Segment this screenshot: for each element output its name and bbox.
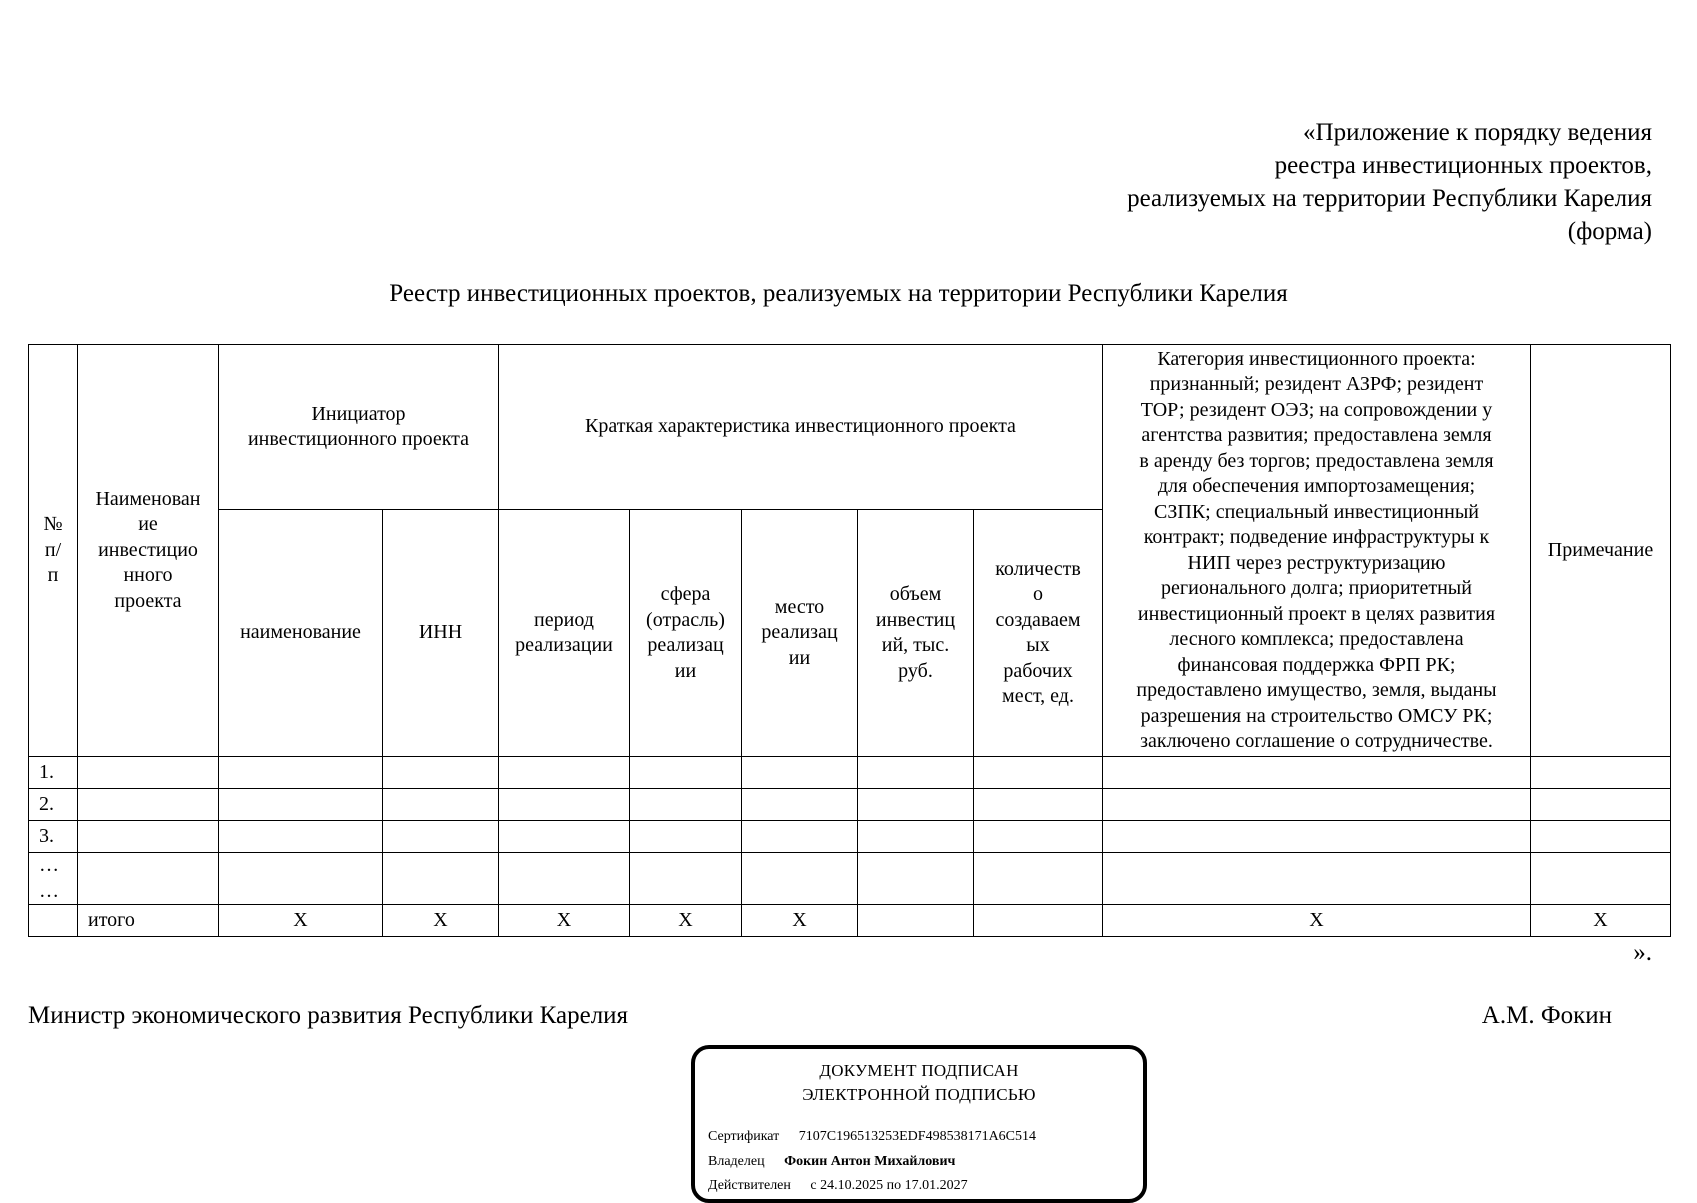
table-cell — [219, 853, 383, 905]
table-cell — [742, 789, 858, 821]
table-cell — [630, 757, 742, 789]
header-sphere — [630, 510, 742, 757]
header-period-line: период — [534, 608, 594, 631]
header-project-name-line: проекта — [114, 589, 182, 612]
header-period — [499, 510, 630, 757]
header-sphere-line: ии — [674, 659, 697, 682]
table-cell — [383, 821, 499, 853]
stamp-certificate-label: Сертификат — [708, 1129, 780, 1144]
stamp-owner-label: Владелец — [708, 1154, 765, 1169]
table-cell — [630, 853, 742, 905]
appendix-line: (форма) — [1567, 218, 1652, 245]
row-num: 2. — [29, 789, 78, 821]
table-cell — [858, 757, 974, 789]
header-category-line: Категория инвестиционного проекта: — [1157, 347, 1476, 370]
table-cell — [219, 789, 383, 821]
header-category-line: предоставлено имущество, земля, выданы — [1136, 679, 1497, 701]
header-sphere-line: реализац — [647, 634, 724, 656]
header-category-line: регионального долга; приоритетный — [1161, 577, 1472, 599]
table-cell — [383, 789, 499, 821]
table-row — [29, 757, 1671, 789]
row-num: 1. — [29, 757, 78, 789]
total-period: Х — [499, 905, 630, 937]
appendix-line: реестра инвестиционных проектов, — [1274, 152, 1652, 179]
total-label: итого — [78, 905, 219, 937]
header-num-line: п — [47, 564, 59, 587]
table-cell — [383, 853, 499, 905]
table-cell — [742, 821, 858, 853]
header-category-line: разрешения на строительство ОМСУ РК; — [1140, 704, 1493, 727]
table-cell — [1531, 853, 1671, 905]
header-category-line: агентства развития; предоставлена земля — [1141, 424, 1492, 446]
header-project-name-line: инвестицио — [98, 538, 198, 561]
header-category-line: признанный; резидент АЗРФ; резидент — [1149, 373, 1484, 395]
document-title: Реестр инвестиционных проектов, реализуемых на территории Республики Карелия — [389, 280, 1288, 307]
e-signature-stamp — [691, 1045, 1147, 1203]
header-project-name-line: нного — [123, 564, 173, 587]
total-initiator-name: Х — [219, 905, 383, 937]
table-cell — [974, 821, 1103, 853]
signatory-name: А.М. Фокин — [1481, 1002, 1612, 1029]
appendix-line: реализуемых на территории Республики Карелия — [1127, 185, 1652, 212]
header-jobs — [974, 510, 1103, 757]
total-note: Х — [1531, 905, 1671, 937]
header-place-line: реализац — [761, 621, 838, 644]
stamp-certificate-row — [708, 1128, 1036, 1146]
stamp-heading — [695, 1059, 1143, 1107]
appendix-line: «Приложение к порядку ведения — [1303, 119, 1652, 146]
header-project-name-line: ие — [138, 513, 158, 536]
table-row — [29, 853, 1671, 905]
table-cell — [974, 853, 1103, 905]
header-jobs-line: рабочих — [1003, 659, 1073, 682]
total-place: Х — [742, 905, 858, 937]
table-cell — [858, 853, 974, 905]
table-cell — [1103, 757, 1531, 789]
table-cell — [78, 789, 219, 821]
header-category-line: ТОР; резидент ОЭЗ; на сопровождении у — [1140, 398, 1493, 421]
stamp-owner-value: Фокин Антон Михайлович — [784, 1154, 956, 1169]
header-volume-line: объем — [889, 583, 942, 605]
header-place — [742, 510, 858, 757]
header-volume-line: инвестиц — [875, 608, 956, 631]
table-cell — [219, 821, 383, 853]
table-cell — [1531, 757, 1671, 789]
header-jobs-line: создаваем — [995, 608, 1081, 631]
header-place-line: ии — [788, 646, 811, 669]
table-cell — [29, 905, 78, 937]
table-cell — [742, 757, 858, 789]
table-cell — [219, 757, 383, 789]
header-project-name-line: Наименован — [95, 487, 201, 510]
table-cell — [1103, 789, 1531, 821]
header-sphere-line: сфера — [660, 583, 711, 605]
header-note: Примечание — [1531, 345, 1671, 757]
header-category-line: заключено соглашение о сотрудничестве. — [1140, 730, 1493, 752]
total-volume — [858, 905, 974, 937]
header-initiator-line: инвестиционного проекта — [247, 428, 470, 450]
stamp-heading-line: ДОКУМЕНТ ПОДПИСАН — [819, 1061, 1019, 1080]
row-num — [29, 853, 78, 905]
header-volume-line: руб. — [898, 659, 933, 682]
table-cell — [858, 821, 974, 853]
total-category: Х — [1103, 905, 1531, 937]
header-brief: Краткая характеристика инвестиционного проекта — [499, 345, 1103, 510]
header-num-line: № — [43, 513, 63, 536]
table-cell — [78, 757, 219, 789]
closing-quote: ». — [1633, 939, 1652, 966]
appendix-heading — [1127, 116, 1652, 248]
stamp-valid-label: Действителен — [708, 1178, 791, 1193]
header-category-line: инвестиционный проект в целях развития — [1137, 602, 1496, 625]
header-category-line: лесного комплекса; предоставлена — [1169, 628, 1464, 650]
table-cell — [858, 789, 974, 821]
table-cell — [1531, 789, 1671, 821]
table-cell — [974, 757, 1103, 789]
header-category-line: СЗПК; специальный инвестиционный — [1154, 500, 1479, 523]
header-category-line: для обеспечения импортозамещения; — [1157, 475, 1476, 497]
table-cell — [78, 853, 219, 905]
header-inn: ИНН — [383, 510, 499, 757]
row-num-line: … — [39, 879, 59, 902]
header-place-line: место — [774, 595, 825, 618]
signatory-position: Министр экономического развития Республики Карелия — [28, 1002, 629, 1029]
header-volume — [858, 510, 974, 757]
table-cell — [1531, 821, 1671, 853]
header-volume-line: ий, тыс. — [881, 634, 950, 656]
stamp-valid-row — [708, 1177, 968, 1195]
table-cell — [499, 789, 630, 821]
registry-table — [28, 344, 1671, 937]
header-num-line: п/ — [44, 538, 62, 561]
header-initiator — [219, 345, 499, 510]
table-cell — [78, 821, 219, 853]
row-num-line: … — [39, 854, 59, 876]
table-cell — [499, 821, 630, 853]
header-category-line: в аренду без торгов; предоставлена земля — [1139, 449, 1494, 472]
header-num — [29, 345, 78, 757]
table-header-row — [29, 345, 1671, 510]
table-cell — [742, 853, 858, 905]
header-category-line: НИП через реструктуризацию — [1187, 551, 1446, 574]
header-category-line: финансовая поддержка ФРП РК; — [1177, 653, 1456, 676]
row-num: 3. — [29, 821, 78, 853]
total-jobs — [974, 905, 1103, 937]
header-sphere-line: (отрасль) — [646, 608, 725, 631]
table-row — [29, 821, 1671, 853]
header-project-name — [78, 345, 219, 757]
table-cell — [630, 789, 742, 821]
table-cell — [383, 757, 499, 789]
table-cell — [1103, 853, 1531, 905]
header-jobs-line: количеств — [995, 557, 1081, 580]
stamp-certificate-value: 7107C196513253EDF498538171A6C514 — [798, 1129, 1037, 1144]
stamp-valid-value: с 24.10.2025 по 17.01.2027 — [810, 1178, 968, 1193]
header-jobs-line: мест, ед. — [1002, 685, 1074, 707]
table-cell — [499, 757, 630, 789]
stamp-heading-line: ЭЛЕКТРОННОЙ ПОДПИСЬЮ — [802, 1085, 1036, 1104]
header-jobs-line: о — [1033, 583, 1043, 605]
table-cell — [1103, 821, 1531, 853]
header-initiator-name: наименование — [219, 510, 383, 757]
total-inn: Х — [383, 905, 499, 937]
table-total-row — [29, 905, 1671, 937]
header-category-line: контракт; подведение инфраструктуры к — [1143, 526, 1490, 548]
header-initiator-line: Инициатор — [311, 402, 406, 425]
total-sphere: Х — [630, 905, 742, 937]
header-jobs-line: ых — [1026, 634, 1050, 656]
table-row — [29, 789, 1671, 821]
table-cell — [499, 853, 630, 905]
table-cell — [974, 789, 1103, 821]
stamp-owner-row — [708, 1153, 955, 1171]
header-period-line: реализации — [515, 634, 613, 656]
header-category — [1103, 345, 1531, 757]
table-cell — [630, 821, 742, 853]
